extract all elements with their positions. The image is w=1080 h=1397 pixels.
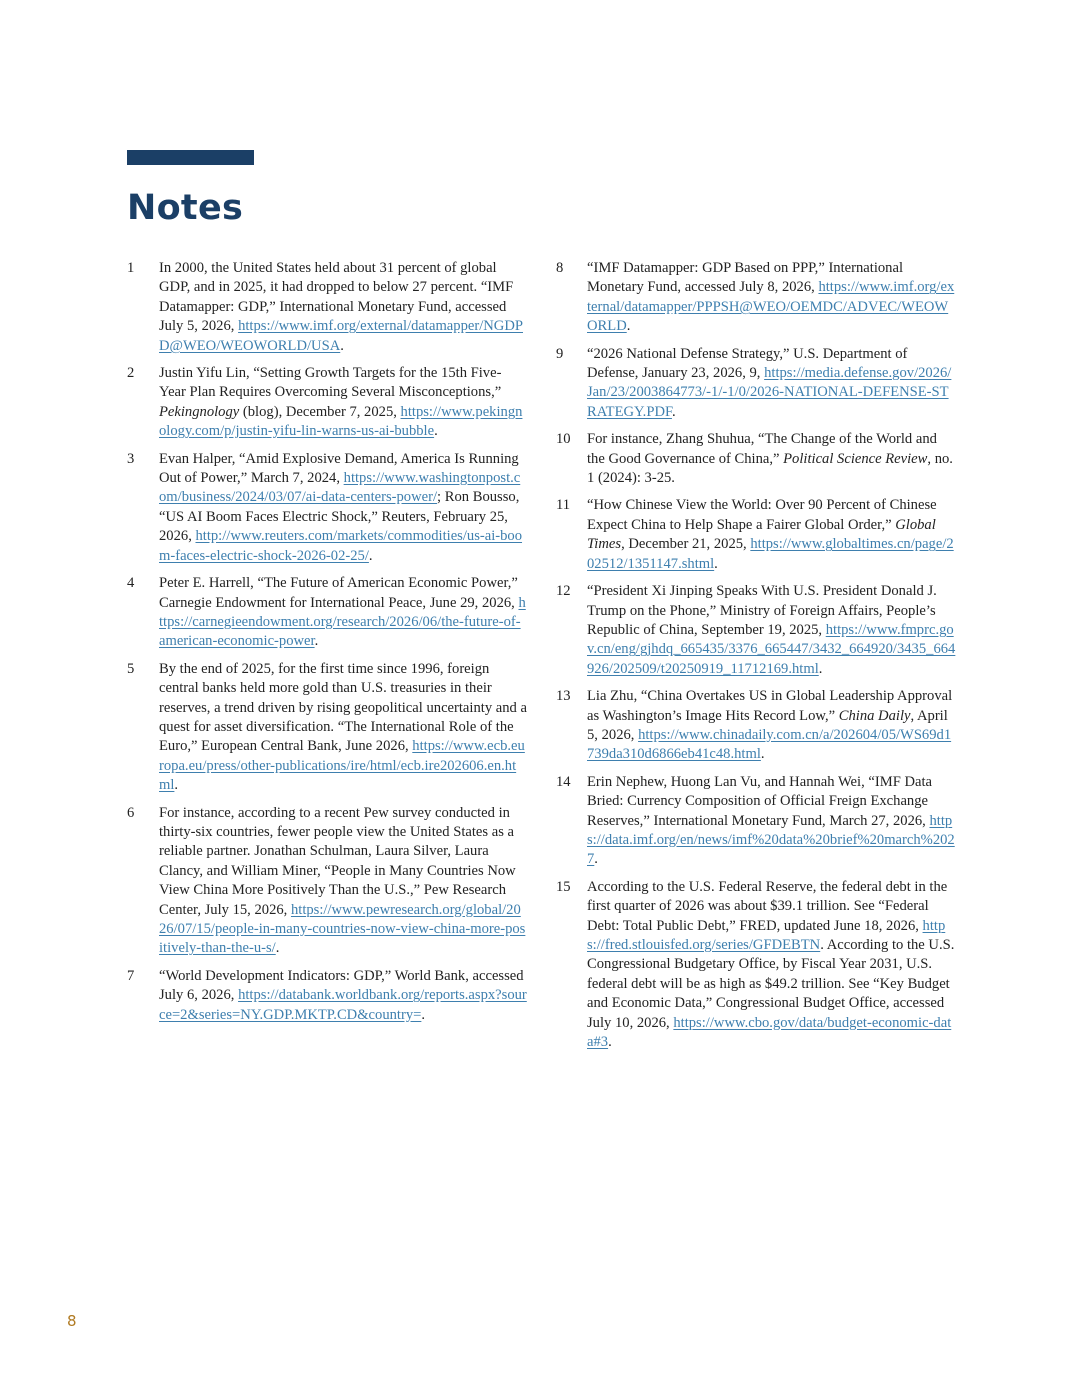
note-number: 4 (127, 575, 135, 592)
note-link[interactable]: https://www.pekingnology.com/p/justin-yifu-lin-warns-us-ai-bubble (159, 403, 523, 440)
note-number: 12 (556, 583, 571, 600)
note-5 (127, 660, 527, 796)
note-link[interactable]: https://databank.worldbank.org/reports.aspx?source=2&series=NY.GDP.MKTP.CD&country= (159, 987, 527, 1023)
note-number: 13 (556, 688, 571, 705)
note-7 (127, 967, 527, 1025)
note-1 (127, 259, 527, 356)
note-text (587, 346, 951, 420)
note-text-segment: . (174, 777, 179, 794)
note-9 (556, 345, 956, 423)
note-text-segment: Peter E. Harrell, “The Future of American Economic Power,” Carnegie Endowment for International Peace, June 29, 2026, (159, 575, 519, 611)
notes-column-right (556, 259, 956, 1060)
note-number: 7 (127, 967, 135, 984)
publication-title: Global Times (587, 516, 936, 553)
note-text-segment: . (608, 1034, 612, 1051)
note-text-segment: . (714, 555, 718, 572)
note-link[interactable]: http://www.reuters.com/markets/commodities/us-ai-boom-faces-electric-shock-2026-02-25/ (159, 528, 523, 564)
note-12 (556, 582, 956, 679)
note-text-segment: . (626, 318, 631, 335)
note-number: 3 (127, 450, 135, 467)
note-link[interactable]: https://carnegieendowment.org/research/2026/06/the-future-of-american-economic-power (159, 594, 526, 650)
note-text-segment: , April 5, 2026, (587, 707, 948, 743)
note-13 (556, 687, 956, 765)
note-text (159, 365, 522, 439)
note-link[interactable]: https://www.pewresearch.org/global/2026/07/15/people-in-many-countries-now-view-china-more-positively-than-the-u-s/ (159, 901, 526, 957)
note-link[interactable]: https://data.imf.org/en/news/imf%20data%20brief%20march%2027 (587, 812, 955, 868)
note-text (587, 879, 954, 1050)
note-link[interactable]: https://www.washingtonpost.com/business/2024/03/07/ai-data-centers-power/ (159, 470, 521, 506)
note-text-segment: . (594, 851, 598, 868)
note-text (159, 968, 527, 1023)
note-text-segment: . (818, 660, 823, 677)
note-link[interactable]: https://media.defense.gov/2026/Jan/23/2003864773/-1/-1/0/2026-NATIONAL-DEFENSE-STRATEGY.PDF (587, 365, 952, 420)
note-text (587, 774, 955, 868)
note-text-segment: Justin Yifu Lin, “Setting Growth Targets for the 15th Five-Year Plan Requires Overcoming Several Misconceptions,” (159, 365, 502, 401)
note-text (159, 805, 525, 957)
note-6 (127, 804, 527, 959)
note-text-segment: . (434, 423, 438, 440)
note-10 (556, 430, 956, 488)
note-text-segment: . (275, 940, 280, 957)
note-link[interactable]: https://www.chinadaily.com.cn/a/202604/05/WS69d1739da310d6866eb41c48.html (587, 726, 952, 763)
note-text (159, 451, 522, 564)
accent-bar (127, 150, 254, 165)
note-text-segment: “How Chinese View the World: Over 90 Percent of Chinese Expect China to Help Shape a Fairer Global Order,” (587, 497, 937, 533)
note-text-segment: . (671, 403, 676, 420)
note-link[interactable]: https://www.imf.org/external/datamapper/PPPSH@WEO/OEMDC/ADVEC/WEOWORLD (587, 279, 955, 335)
note-text-segment: “President Xi Jinping Speaks With U.S. President Donald J. Trump on the Phone,” Ministry of Foreign Affairs, People’s Republic of China, September 19, 2025, (587, 583, 937, 638)
note-text-segment: For instance, Zhang Shuhua, “The Change of the World and the Good Governance of China,” (587, 431, 937, 467)
note-link[interactable]: https://fred.stlouisfed.org/series/GFDEBTN (587, 917, 946, 953)
note-link[interactable]: https://www.cbo.gov/data/budget-economic-data#3 (587, 1014, 952, 1051)
note-number: 6 (127, 804, 135, 821)
note-text-segment: “World Development Indicators: GDP,” World Bank, accessed July 6, 2026, (159, 967, 524, 1004)
publication-title: Political Science Review (783, 450, 928, 467)
page-number: 8 (67, 1312, 77, 1330)
note-text-segment: . (340, 337, 344, 354)
publication-title: Pekingnology (159, 403, 240, 420)
note-text (587, 688, 952, 762)
note-number: 14 (556, 773, 571, 790)
note-text-segment: ; Ron Bousso, “US AI Boom Faces Electric Shock,” Reuters, February 25, 2026, (159, 489, 520, 545)
note-text-segment: “IMF Datamapper: GDP Based on PPP,” International Monetary Fund, accessed July 8, 2026, (587, 260, 904, 296)
note-text (587, 431, 953, 486)
note-text-segment: . (760, 746, 765, 763)
note-text-segment: . (314, 633, 319, 650)
note-text (159, 260, 523, 354)
note-15 (556, 878, 956, 1053)
note-link[interactable]: https://www.fmprc.gov.cn/eng/gjhdq_665435/3376_665447/3432_664920/3435_664926/202509/t20250919_11712169.html (587, 621, 956, 677)
note-number: 5 (127, 660, 135, 677)
note-number: 11 (556, 497, 571, 514)
note-text-segment: In 2000, the United States held about 31 percent of global GDP, and in 2025, it had dropped to below 27 percent. “IMF Datamapper: GDP,” International Monetary Fund, accessed July 5, 2026, (159, 260, 514, 335)
note-number: 2 (127, 365, 135, 382)
note-link[interactable]: https://www.globaltimes.cn/page/202512/1351147.shtml (587, 536, 954, 572)
note-text (159, 575, 526, 649)
note-link[interactable]: https://www.imf.org/external/datamapper/NGDPD@WEO/WEOWORLD/USA (159, 318, 523, 354)
note-text-segment: . (421, 1006, 426, 1023)
note-3 (127, 450, 527, 566)
note-text-segment: , December 21, 2025, (621, 536, 751, 553)
note-text-segment: Lia Zhu, “China Overtakes US in Global Leadership Approval as Washington’s Image Hits Record Low,” (587, 688, 953, 724)
note-text-segment: . (368, 547, 373, 564)
note-2 (127, 364, 527, 442)
note-text-segment: , no. 1 (2024): 3-25. (587, 450, 953, 487)
note-text (159, 661, 527, 793)
note-text-segment: (blog), December 7, 2025, (239, 403, 401, 420)
note-link[interactable]: https://www.ecb.europa.eu/press/other-publications/ire/html/ecb.ire202606.en.html (159, 738, 525, 794)
note-number: 15 (556, 878, 571, 895)
note-text-segment: For instance, according to a recent Pew survey conducted in thirty-six countries, fewer people view the United States as a reliable partner. Jonathan Schulman, Laura Silver, Laura Clancy, and William Miner, “People in Many Countries Now View China More Positively Than the U.S.,” Pew Research Center, July 15, 2026, (159, 804, 516, 918)
note-text-segment: By the end of 2025, for the first time since 1996, foreign central banks held more gold than U.S. treasuries in their reserves, a trend driven by rising geopolitical uncertainty and a quest for asset diversification. “The International Role of the Euro,” European Central Bank, June 2026, (159, 660, 527, 755)
note-text (587, 260, 954, 334)
note-8 (556, 259, 956, 337)
note-text-segment: “2026 National Defense Strategy,” U.S. Department of Defense, January 23, 2026, 9, (587, 345, 908, 382)
note-4 (127, 574, 527, 652)
note-text-segment: According to the U.S. Federal Reserve, the federal debt in the first quarter of 2026 was about $39.1 trillion. See “Federal Debt: Total Public Debt,” FRED, updated June 18, 2026, (587, 878, 948, 934)
note-number: 10 (556, 431, 571, 448)
note-number: 1 (127, 260, 135, 276)
note-11 (556, 496, 956, 574)
page-title: Notes (127, 188, 244, 228)
note-number: 9 (556, 345, 564, 362)
note-14 (556, 773, 956, 870)
note-text-segment: . According to the U.S. Congressional Budgetary Office, by Fiscal Year 2031, U.S. federal debt will be as high as $49.2 trillion. See “Key Budget and Economic Data,” Congressional Budget Office, accessed July 10, 2026, (587, 937, 955, 1031)
note-text-segment: Evan Halper, “Amid Explosive Demand, America Is Running Out of Power,” March 7, 2024, (159, 450, 519, 487)
note-text (587, 497, 954, 571)
note-text-segment: Erin Nephew, Huong Lan Vu, and Hannah Wei, “IMF Data Bried: Currency Composition of Official Freign Exchange Reserves,” International Monetary Fund, March 27, 2026, (587, 773, 933, 829)
note-text (587, 583, 955, 677)
note-number: 8 (556, 260, 564, 276)
publication-title: China Daily (838, 707, 911, 724)
notes-column-left (127, 259, 527, 1033)
